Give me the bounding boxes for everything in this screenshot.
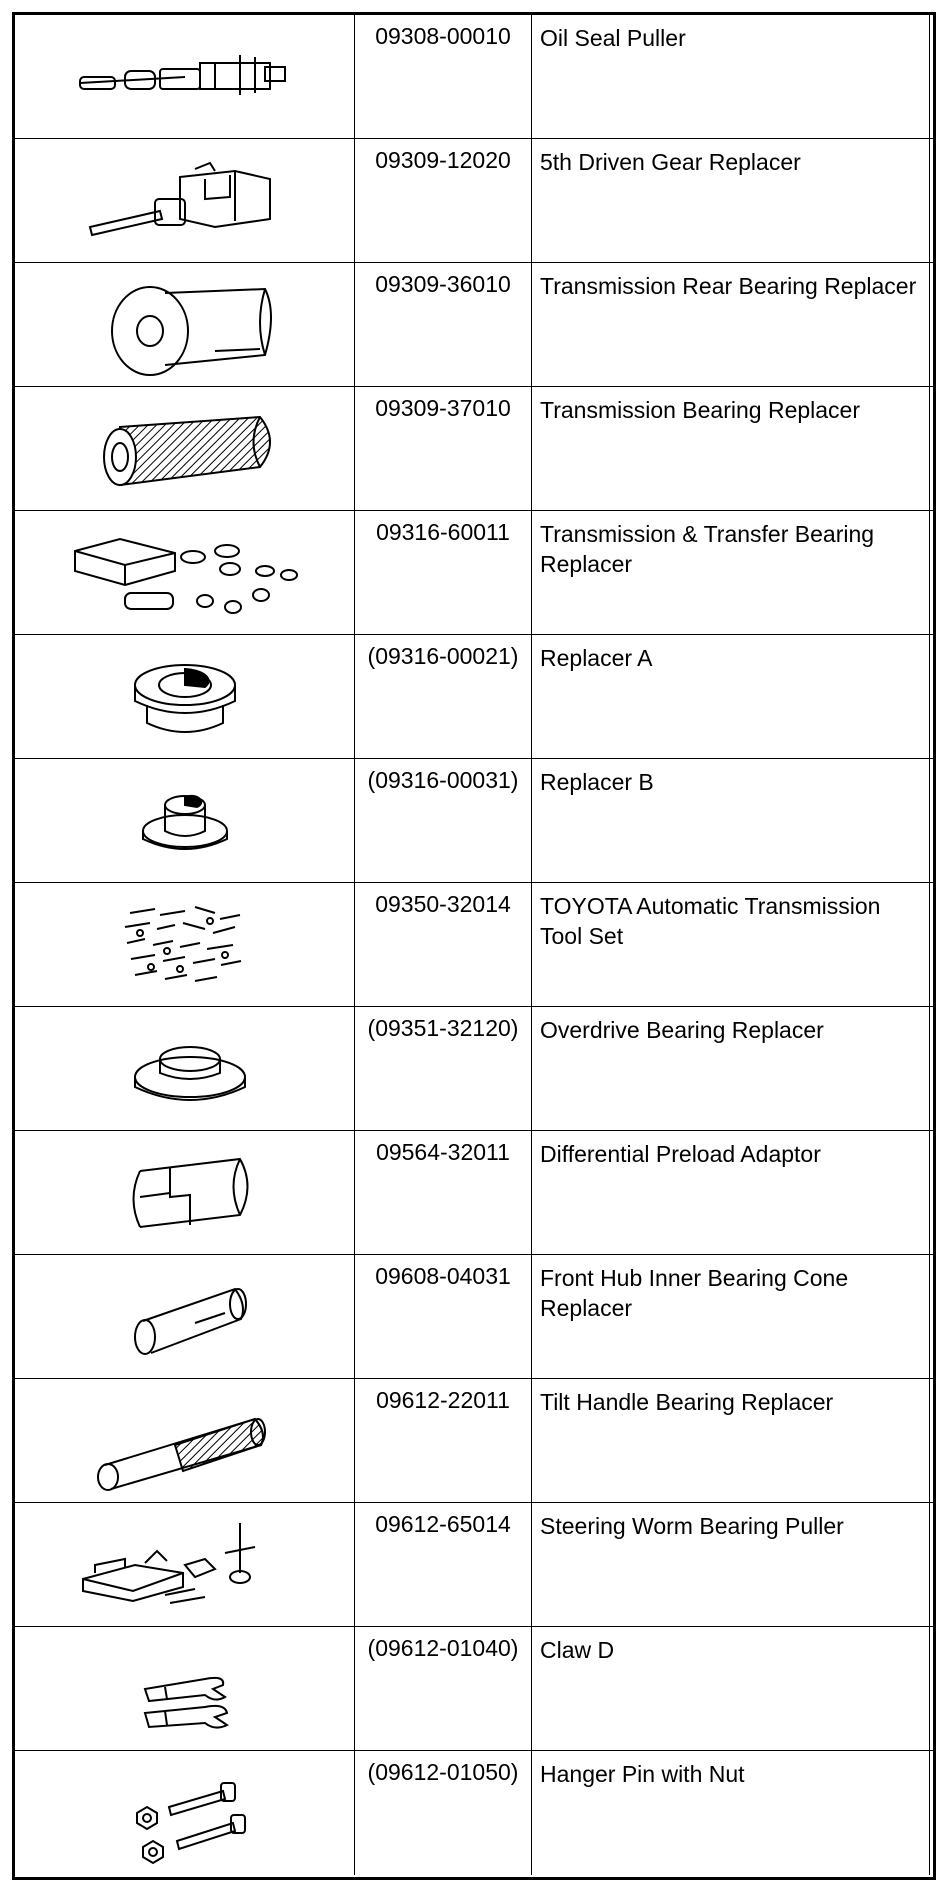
table-row	[15, 759, 933, 883]
extra-column	[930, 883, 933, 1006]
tool-illustration-cell	[15, 387, 355, 510]
oil-seal-puller-icon	[65, 25, 305, 129]
table-row	[15, 635, 933, 759]
part-number: (09316-00031)	[355, 759, 532, 882]
tool-illustration-cell	[15, 1007, 355, 1130]
extra-column	[930, 759, 933, 882]
bearing-replacer-icon	[65, 273, 305, 377]
replacer-a-icon	[65, 645, 305, 749]
tool-name: Claw D	[532, 1627, 930, 1750]
part-number: 09564-32011	[355, 1131, 532, 1254]
table-row	[15, 1503, 933, 1627]
tool-name: Overdrive Bearing Replacer	[532, 1007, 930, 1130]
tool-illustration-cell	[15, 759, 355, 882]
tool-illustration-cell	[15, 1751, 355, 1875]
extra-column	[930, 1503, 933, 1626]
part-number: 09309-12020	[355, 139, 532, 262]
table-row	[15, 1131, 933, 1255]
extra-column	[930, 139, 933, 262]
table-row	[15, 139, 933, 263]
tool-illustration-cell	[15, 1503, 355, 1626]
claw-icon	[65, 1637, 305, 1741]
tool-name: Tilt Handle Bearing Replacer	[532, 1379, 930, 1502]
part-number: 09309-36010	[355, 263, 532, 386]
part-number: 09612-22011	[355, 1379, 532, 1502]
cone-replacer-icon	[65, 1265, 305, 1369]
extra-column	[930, 15, 933, 138]
part-number: 09308-00010	[355, 15, 532, 138]
tilt-handle-replacer-icon	[65, 1389, 305, 1493]
extra-column	[930, 1751, 933, 1875]
tool-illustration-cell	[15, 139, 355, 262]
tool-name: Replacer B	[532, 759, 930, 882]
tool-name: Oil Seal Puller	[532, 15, 930, 138]
part-number: 09309-37010	[355, 387, 532, 510]
tool-name: Front Hub Inner Bearing Cone Replacer	[532, 1255, 930, 1378]
table-row	[15, 511, 933, 635]
part-number: (09612-01050)	[355, 1751, 532, 1875]
gear-replacer-icon	[65, 149, 305, 253]
tool-illustration-cell	[15, 1627, 355, 1750]
tool-name: Transmission Rear Bearing Replacer	[532, 263, 930, 386]
tool-name: TOYOTA Automatic Transmission Tool Set	[532, 883, 930, 1006]
tool-illustration-cell	[15, 511, 355, 634]
worm-bearing-puller-icon	[65, 1513, 305, 1617]
tool-set-icon	[65, 893, 305, 997]
extra-column	[930, 263, 933, 386]
tool-name: 5th Driven Gear Replacer	[532, 139, 930, 262]
tool-name: Replacer A	[532, 635, 930, 758]
extra-column	[930, 1255, 933, 1378]
tool-illustration-cell	[15, 1255, 355, 1378]
bearing-replacer-set-icon	[65, 521, 305, 625]
part-number: 09350-32014	[355, 883, 532, 1006]
part-number: 09612-65014	[355, 1503, 532, 1626]
table-row	[15, 387, 933, 511]
extra-column	[930, 1131, 933, 1254]
hanger-pin-icon	[65, 1761, 305, 1865]
part-number: 09608-04031	[355, 1255, 532, 1378]
tool-illustration-cell	[15, 15, 355, 138]
table-row	[15, 1255, 933, 1379]
extra-column	[930, 1627, 933, 1750]
tool-illustration-cell	[15, 1131, 355, 1254]
tool-name: Steering Worm Bearing Puller	[532, 1503, 930, 1626]
table-row	[15, 883, 933, 1007]
tool-name: Hanger Pin with Nut	[532, 1751, 930, 1875]
table-row	[15, 1379, 933, 1503]
tool-table	[12, 12, 936, 1880]
extra-column	[930, 1007, 933, 1130]
tool-name: Transmission Bearing Replacer	[532, 387, 930, 510]
part-number: (09612-01040)	[355, 1627, 532, 1750]
preload-adaptor-icon	[65, 1141, 305, 1245]
knurled-tube-icon	[65, 397, 305, 501]
tool-name: Differential Preload Adaptor	[532, 1131, 930, 1254]
extra-column	[930, 1379, 933, 1502]
table-row	[15, 1007, 933, 1131]
tool-illustration-cell	[15, 635, 355, 758]
table-row	[15, 1751, 933, 1875]
tool-illustration-cell	[15, 263, 355, 386]
extra-column	[930, 511, 933, 634]
tool-illustration-cell	[15, 883, 355, 1006]
table-row	[15, 15, 933, 139]
overdrive-replacer-icon	[65, 1017, 305, 1121]
part-number: 09316-60011	[355, 511, 532, 634]
part-number: (09316-00021)	[355, 635, 532, 758]
tool-illustration-cell	[15, 1379, 355, 1502]
part-number: (09351-32120)	[355, 1007, 532, 1130]
tool-name: Transmission & Transfer Bearing Replacer	[532, 511, 930, 634]
replacer-b-icon	[65, 769, 305, 873]
extra-column	[930, 387, 933, 510]
table-row	[15, 1627, 933, 1751]
table-row	[15, 263, 933, 387]
extra-column	[930, 635, 933, 758]
